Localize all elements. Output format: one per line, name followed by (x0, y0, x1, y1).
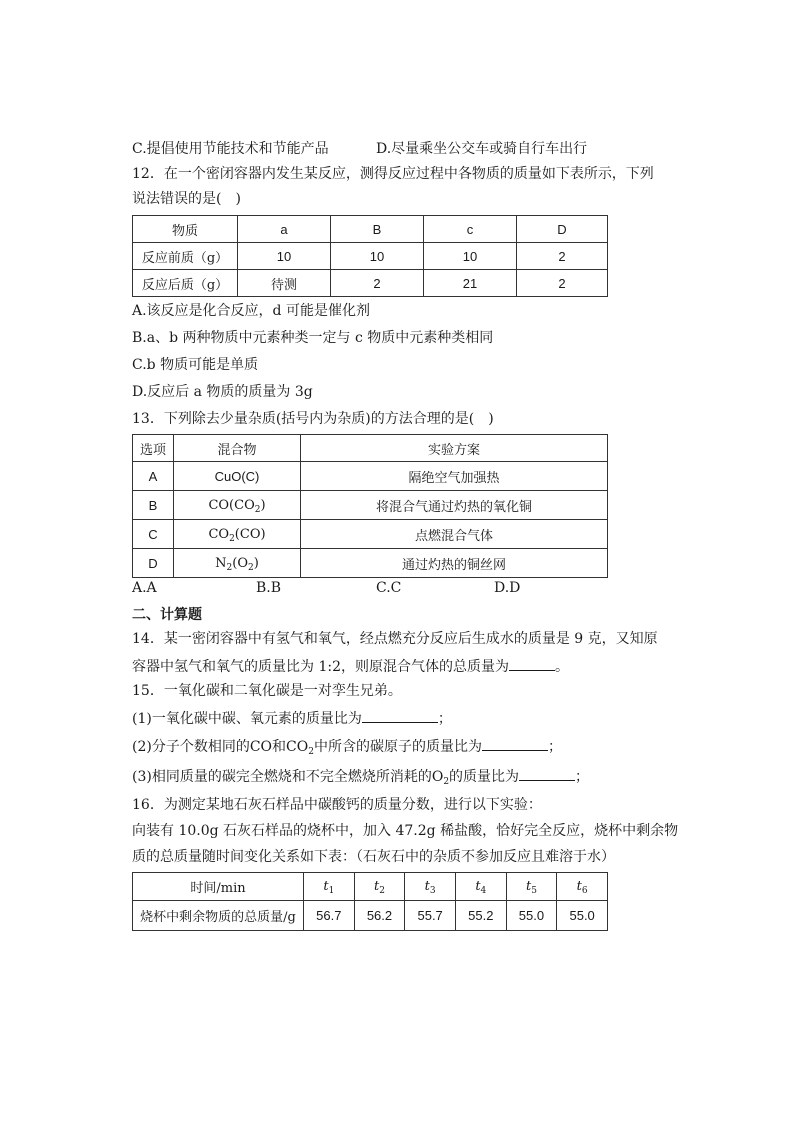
q12-option-b: B.a、b 两种物质中元素种类一定与 c 物质中元素种类相同 (132, 330, 494, 346)
q16-mass-row (133, 901, 608, 931)
q12-header-cell: 物质 (133, 216, 238, 243)
section-title: 二、计算题 (132, 607, 202, 623)
q13-option-b: B.B (256, 580, 282, 596)
q12-cell: 10 (424, 243, 517, 270)
q12-table-row (133, 243, 608, 270)
q16-time-cell: $t_4$ (455, 873, 506, 901)
q13-option-c: C.C (376, 580, 402, 596)
q13-plan-cell: 通过灼热的铜丝网 (301, 549, 608, 578)
q12-header-cell: B (331, 216, 424, 243)
q16-mass-cell: 55.7 (405, 901, 456, 931)
q16-time-cell: $t_3$ (405, 873, 456, 901)
q13-option-d: D.D (494, 580, 521, 596)
q11-option-c: C.提倡使用节能技术和节能产品 (132, 141, 329, 157)
q12-cell: 待测 (238, 270, 331, 297)
q16-line3: 质的总质量随时间变化关系如下表：（石灰石中的杂质不参加反应且难溶于水） (132, 849, 615, 865)
q13-stem: 13．下列除去少量杂质(括号内为杂质)的方法合理的是( ) (132, 411, 494, 427)
answer-blank[interactable] (482, 736, 548, 751)
q16-time-cell: $t_6$ (557, 873, 608, 901)
q11-options (132, 138, 612, 158)
q16-row-label: 时间/min (133, 873, 304, 901)
q11-option-d: D.尽量乘坐公交车或骑自行车出行 (376, 141, 588, 157)
q12-cell: 反应前质（g） (133, 243, 238, 270)
q16-mass-cell: 55.0 (557, 901, 608, 931)
q12-option-a: A.该反应是化合反应，d 可能是催化剂 (132, 303, 370, 319)
q13-option-cell: B (133, 491, 174, 520)
q13-option-cell: A (133, 462, 174, 491)
q13-table-row (133, 520, 608, 549)
q13-options (132, 580, 612, 596)
q12-cell: 10 (331, 243, 424, 270)
q12-option-c: C.b 物质可能是单质 (132, 357, 259, 373)
q13-mixture-cell: CuO(C) (174, 462, 301, 491)
q12-cell: 10 (238, 243, 331, 270)
q14-line1: 14．某一密闭容器中有氢气和氧气，经点燃充分反应后生成水的质量是 9 克，又知原 (132, 631, 658, 647)
q13-table-row (133, 462, 608, 491)
q13-table-header (133, 435, 608, 462)
answer-blank[interactable] (362, 708, 438, 723)
q12-cell: 2 (517, 243, 608, 270)
q13-mixture-cell: $N_2(O_2)$ (174, 549, 301, 578)
q12-table-header (133, 216, 608, 243)
q15-part2: (2)分子个数相同的CO和$CO_2$中所含的碳原子的质量比为 ； (132, 736, 562, 756)
q16-mass-cell: 55.0 (506, 901, 557, 931)
q15-stem: 15．一氧化碳和二氧化碳是一对孪生兄弟。 (132, 683, 402, 699)
q13-header-cell: 选项 (133, 435, 174, 462)
q13-option-a: A.A (132, 580, 157, 596)
q13-plan-cell: 点燃混合气体 (301, 520, 608, 549)
q12-stem-line2: 说法错误的是( ) (132, 191, 241, 207)
q16-table (132, 872, 608, 931)
q13-mixture-cell: $CO_2(CO)$ (174, 520, 301, 549)
q13-header-cell: 混合物 (174, 435, 301, 462)
q12-cell: 反应后质（g） (133, 270, 238, 297)
q12-header-cell: c (424, 216, 517, 243)
answer-blank[interactable] (509, 656, 555, 671)
q12-table-row (133, 270, 608, 297)
q12-header-cell: D (517, 216, 608, 243)
q14-line2: 容器中氢气和氧气的质量比为 1:2，则原混合气体的总质量为 。 (132, 656, 569, 676)
q16-time-cell: $t_1$ (304, 873, 355, 901)
q13-table-row (133, 549, 608, 578)
q13-option-cell: D (133, 549, 174, 578)
q16-row-label: 烧杯中剩余物质的总质量/g (133, 901, 304, 931)
q15-part1: (1)一氧化碳中碳、氧元素的质量比为 ； (132, 708, 452, 728)
q15-part3: (3)相同质量的碳完全燃烧和不完全燃烧所消耗的$O_2$的质量比为 ； (132, 766, 589, 786)
q16-mass-cell: 56.2 (354, 901, 405, 931)
answer-blank[interactable] (519, 766, 575, 781)
q13-plan-cell: 隔绝空气加强热 (301, 462, 608, 491)
q16-line1: 16．为测定某地石灰石样品中碳酸钙的质量分数，进行以下实验： (132, 797, 542, 813)
q13-table-row (133, 491, 608, 520)
q12-table (132, 215, 608, 297)
q16-mass-cell: 55.2 (455, 901, 506, 931)
q16-mass-cell: 56.7 (304, 901, 355, 931)
q12-cell: 2 (517, 270, 608, 297)
q16-line2: 向装有 10.0g 石灰石样品的烧杯中，加入 47.2g 稀盐酸，恰好完全反应，烧杯中剩余物 (132, 823, 679, 839)
q16-time-row (133, 873, 608, 901)
q13-plan-cell: 将混合气通过灼热的氧化铜 (301, 491, 608, 520)
q13-header-cell: 实验方案 (301, 435, 608, 462)
q13-option-cell: C (133, 520, 174, 549)
q16-time-cell: $t_2$ (354, 873, 405, 901)
q12-header-cell: a (238, 216, 331, 243)
q12-cell: 2 (331, 270, 424, 297)
q13-mixture-cell: $CO(CO_2)$ (174, 491, 301, 520)
q12-option-d: D.反应后 a 物质的质量为 3g (132, 384, 313, 400)
q16-time-cell: $t_5$ (506, 873, 557, 901)
q13-table (132, 434, 608, 578)
q12-stem-line1: 12．在一个密闭容器内发生某反应，测得反应过程中各物质的质量如下表所示，下列 (132, 166, 654, 182)
q12-cell: 21 (424, 270, 517, 297)
